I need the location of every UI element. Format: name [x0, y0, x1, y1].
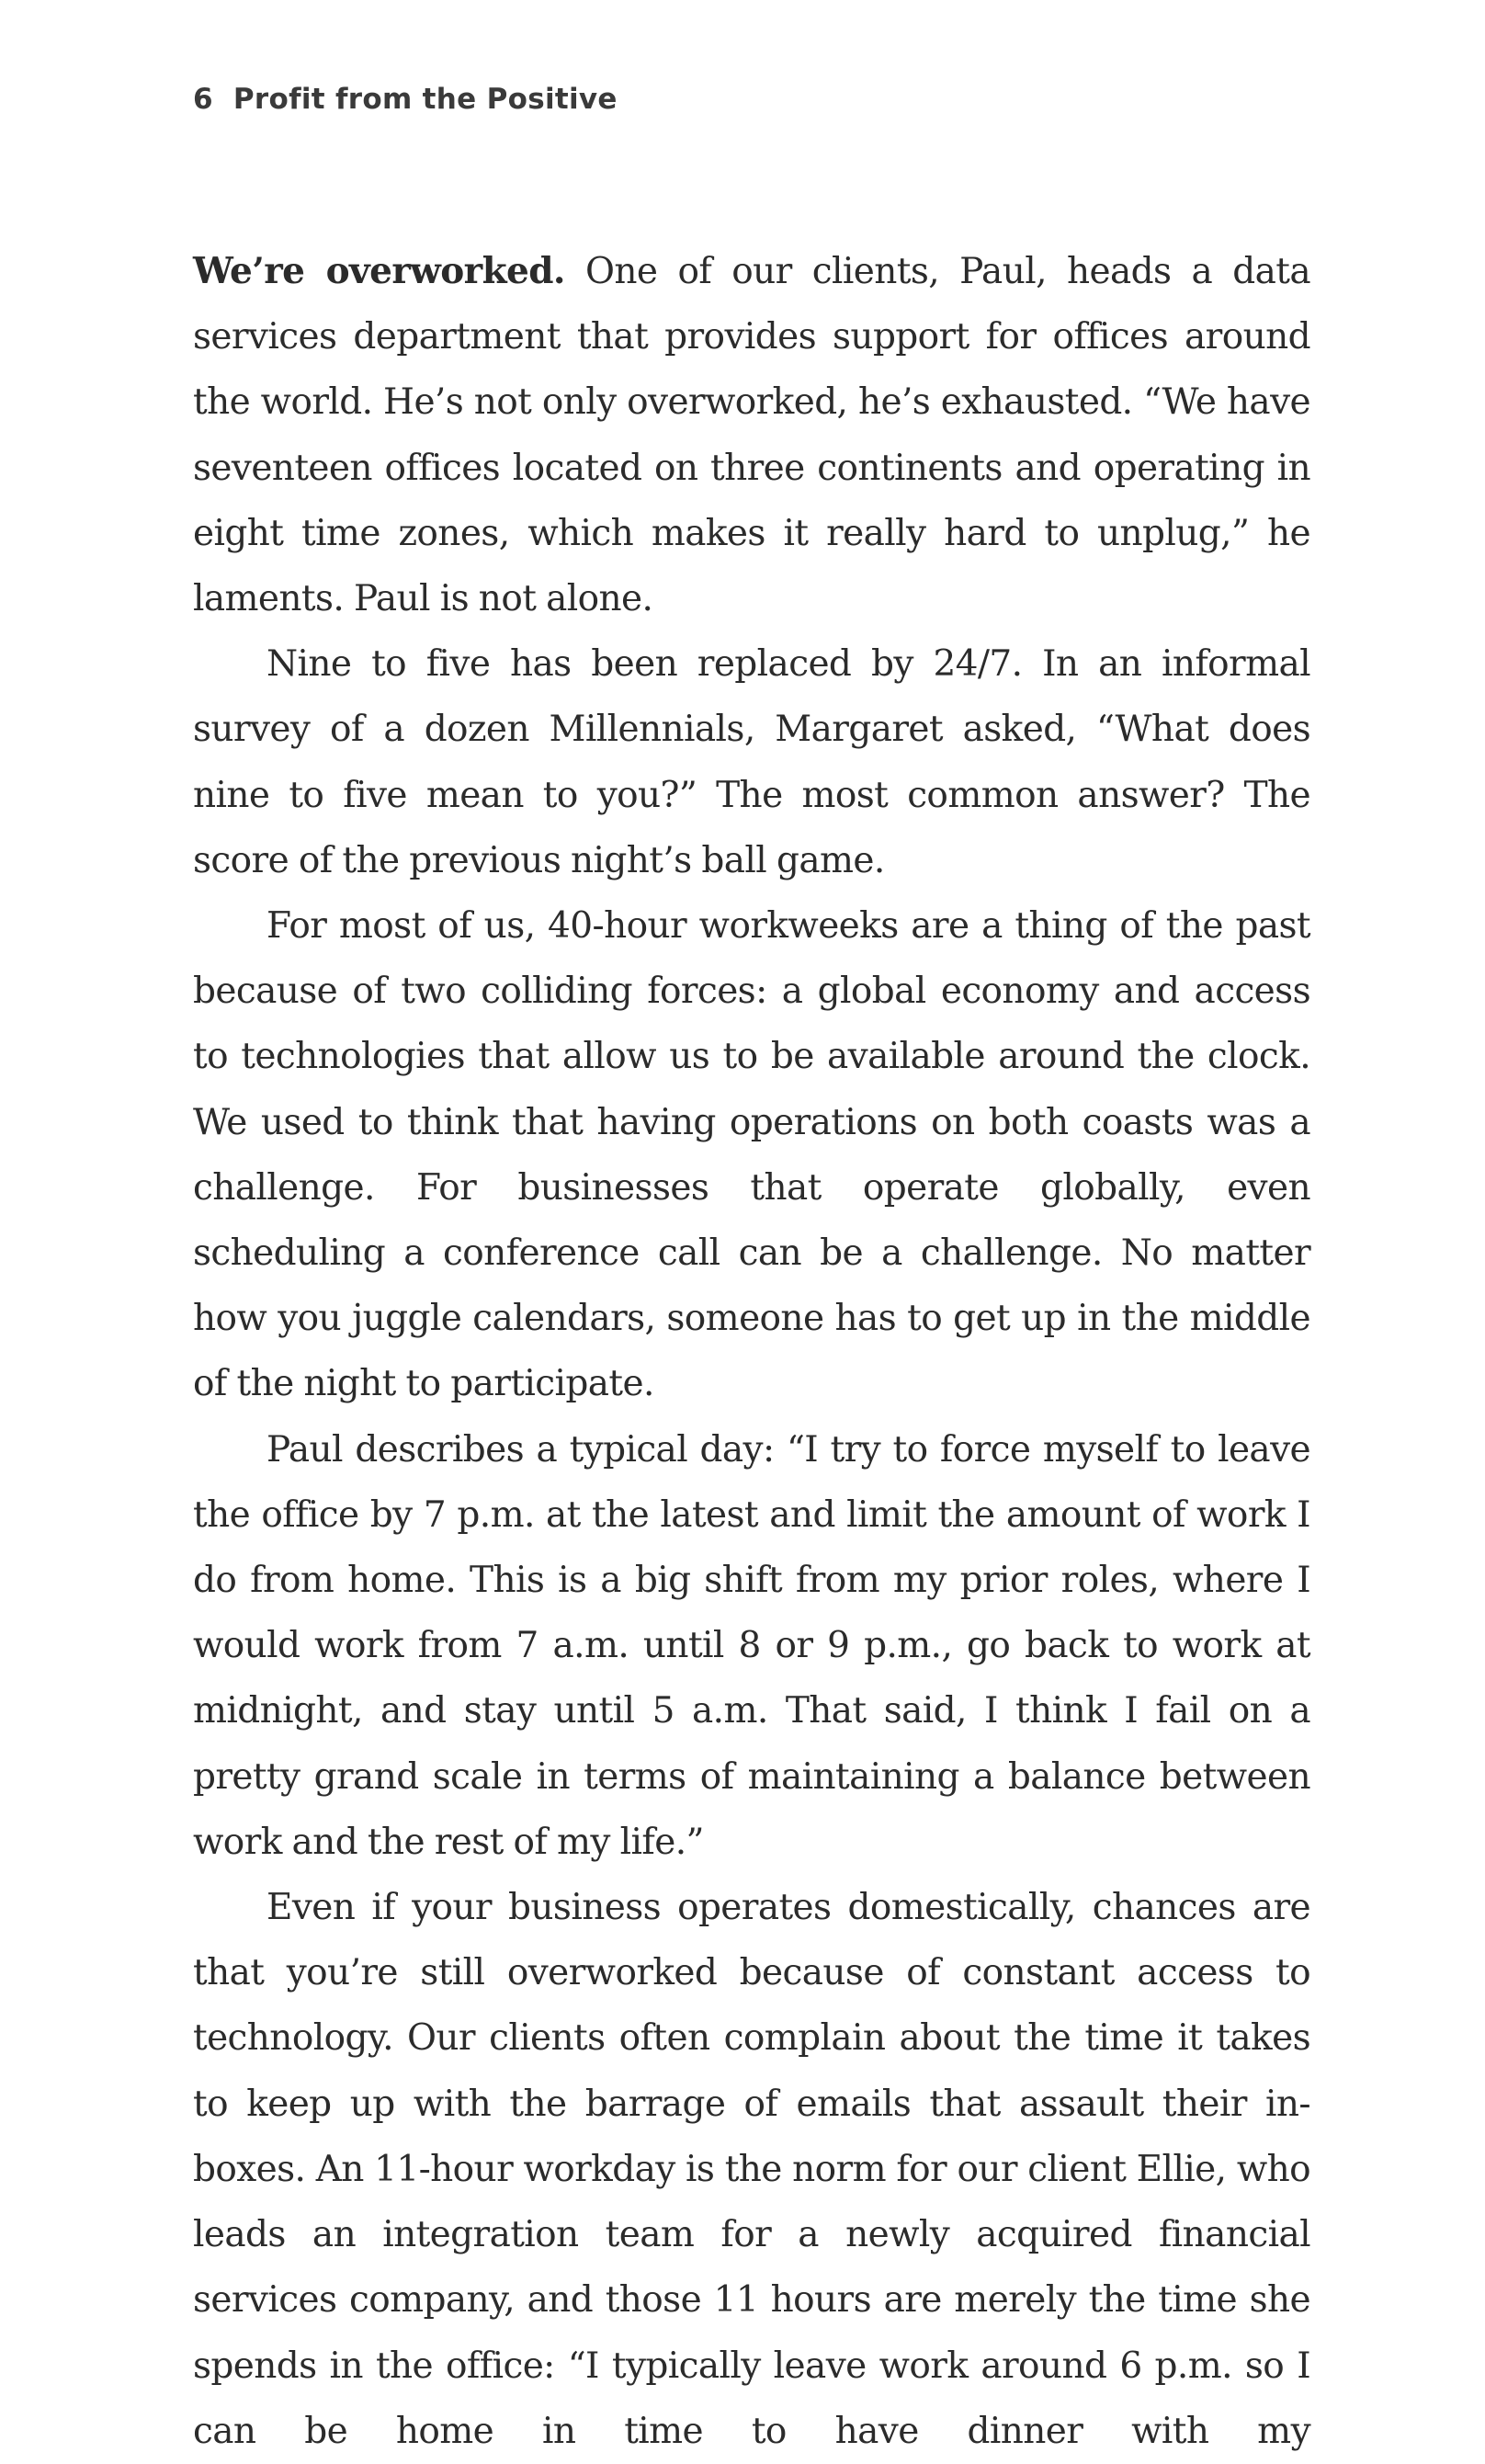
paragraph-4: Paul describes a typical day: “I try to force myself to leave the office by 7 p.m. at the latest and limit the amount of work I do from home. This is a big shift from my prior roles, where I would work from 7 a.m. until 8 or 9 p.m., go back to work at midnight, and stay until 5 a.m. That said, I think I fail on a pretty grand scale in terms of maintaining a balance between work and the rest of my life.”	[193, 1428, 1310, 1863]
running-header	[193, 83, 618, 116]
paragraph-1	[193, 239, 1310, 631]
paragraph-1-text: One of our clients, Paul, heads a data services department that provides support for offices around the world. He’s not only overworked, he’s exhausted. “We have seventeen offices located on three continents and operating in eight time zones, which makes it really hard to unplug,” he laments. Paul is not alone.	[193, 251, 1310, 620]
paragraph-5: Even if your business operates domestically, chances are that you’re still overworked because of constant access to technology. Our clients often complain about the time it takes to keep up with the barrage of emails that assault their in-boxes. An 11-hour workday is the norm for our client Ellie, who leads an integration team for a newly acquired financial services company, and those 11 hours are merely the time she spends in the office: “I typically leave work around 6 p.m. so I can be home in time to have dinner with my	[193, 1887, 1310, 2452]
paragraph-lead-in: We’re overworked.	[193, 250, 565, 292]
paragraph-3: For most of us, 40-hour workweeks are a thing of the past because of two colliding forces: a global economy and access to technologies that allow us to be available around the clock. We used to think that having operations on both coasts was a challenge. For businesses that operate globally, even scheduling a conference call can be a challenge. No matter how you juggle calendars, someone has to get up in the middle of the night to participate.	[193, 905, 1310, 1405]
body-text	[193, 239, 1310, 2464]
paragraph-2: Nine to five has been replaced by 24/7. In an informal survey of a dozen Millennials, Margaret asked, “What does nine to five mean to you?” The most common answer? The score of the previous night’s ball game.	[193, 643, 1310, 881]
page-number: 6	[193, 83, 213, 116]
book-title: Profit from the Positive	[232, 83, 618, 116]
